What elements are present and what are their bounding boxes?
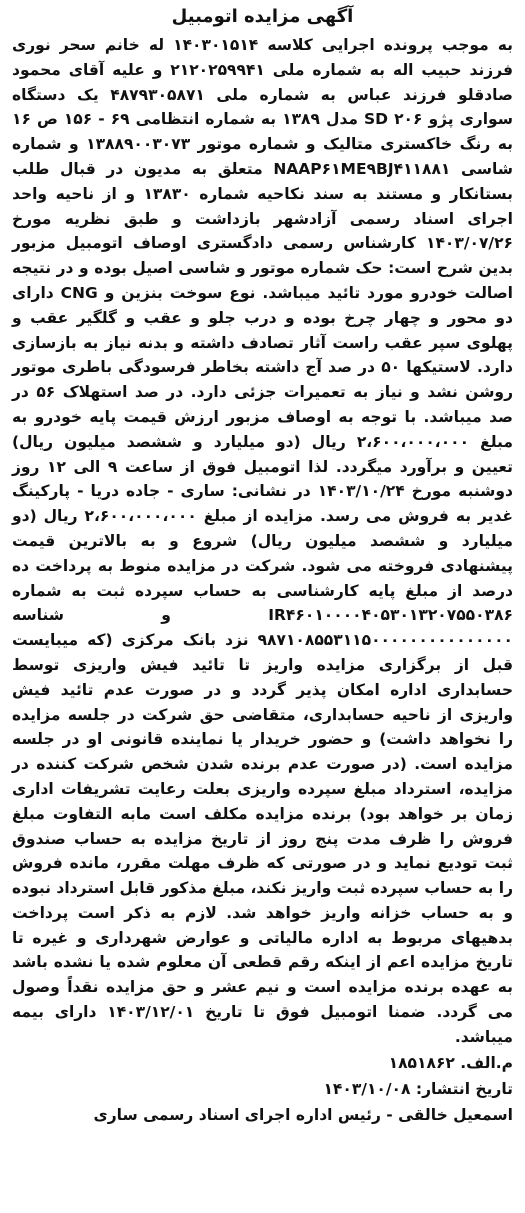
notice-body: به موجب پرونده اجرایی کلاسه ۱۴۰۳۰۱۵۱۴ له خانم سحر نوری فرزند حبیب اله به شماره ملی ۲۱۲۰۲۵۹۹۴۱ و علیه آقای محمود صادقلو فرزند عباس به شماره ملی ۴۸۷۹۳۰۵۸۷۱ یک دستگاه سواری پژو SD ۲۰۶ مدل ۱۳۸۹ به شماره انتظامی ۶۹ - ۱۵۶ ص ۱۶ به رنگ خاکستری متالیک و شماره موتور ۱۳۸۸۹۰۰۳۰۷۳ و شماره شاسی NAAP۶۱ME۹BJ۴۱۱۸۸۱ متعلق به مدیون در قبال طلب بستانکار و مستند به سند نکاحیه شماره ۱۳۸۳۰ و از ناحیه واحد اجرای اسناد رسمی آزادشهر بازداشت و طبق نظریه مورخ ۱۴۰۳/۰۷/۲۶ کارشناس رسمی دادگستری اوصاف اتومبیل مزبور بدین شرح است: حک شماره موتور و شاسی اصیل بوده و در نتیجه اصالت خودرو مورد تائید میباشد. نوع سوخت بنزین و CNG دارای دو محور و چهار چرخ بوده و درب جلو و عقب و گلگیر عقب و پهلوی سپر عقب راست آثار تصادف داشته و بدنه نیاز به بازسازی دارد. لاستیکها ۵۰ در صد آج داشته بخاطر فرسودگی باطری موتور روشن نشد و نیاز به تعمیرات جزئی دارد. در صد استهلاک ۵۶ در صد میباشد. با توجه به اوصاف مزبور ارزش قیمت پایه خودرو به مبلغ ۲،۶۰۰،۰۰۰،۰۰۰ ریال (دو میلیارد و ششصد میلیون ریال) تعیین و برآورد میگردد. لذا اتومبیل فوق از ساعت ۹ الی ۱۲ روز دوشنبه مورخ ۱۴۰۳/۱۰/۲۴ در نشانی: ساری - جاده دریا - پارکینگ غدیر به فروش می رسد. مزایده از مبلغ ۲،۶۰۰،۰۰۰،۰۰۰ ریال (دو میلیارد و ششصد میلیون ریال) شروع و به بالاترین قیمت پیشنهادی فروخته می شود. شرکت در مزایده منوط به پرداخت ده درصد از مبلغ پایه کارشناسی به حساب سپرده ثبت به شماره IR۴۶۰۱۰۰۰۰۴۰۵۳۰۱۳۲۰۷۵۵۰۳۸۶ و شناسه ۹۸۷۱۰۸۵۵۳۱۱۵۰۰۰۰۰۰۰۰۰۰۰۰۰۰۰ نزد بانک مرکزی (که میبایست قبل از برگزاری مزایده واریز تا تائید فیش واریزی توسط حسابداری اداره امکان پذیر گردد و در صورت عدم تائید فیش واریزی از ناحیه حسابداری، متقاضی حق شرکت در جلسه مزایده را نخواهد داشت) و حضور خریدار یا نماینده قانونی او در جلسه مزایده است. (در صورت عدم برنده شدن شخص شرکت کننده در مزایده، استرداد مبلغ سپرده واریزی بعلت رعایت تشریفات اداری زمان بر خواهد بود) برنده مزایده مکلف است مابه التفاوت مبلغ فروش را ظرف مدت پنج روز از تاریخ مزایده به حساب صندوق ثبت تودیع نماید و در صورتی که ظرف مهلت مقرر، مانده فروش را به حساب سپرده ثبت واریز نکند، مبلغ مذکور قابل استرداد نبوده و به حساب خزانه واریز خواهد شد. لازم به ذکر است پرداخت بدهیهای مربوط به اداره مالیاتی و عوارض شهرداری و غیره تا تاریخ مزایده اعم از اینکه رقم قطعی آن معلوم شده یا نشده باشد به عهده برنده مزایده است و نیم عشر و حق مزایده نقداً وصول می گردد. ضمنا اتومبیل فوق تا تاریخ ۱۴۰۳/۱۲/۰۱ دارای بیمه میباشد. [12, 36, 514, 1046]
signature-line: اسمعیل خالقی - رئیس اداره اجرای اسناد رسمی ساری [93, 1105, 513, 1124]
publish-date: تاریخ انتشار: ۱۴۰۳/۱۰/۰۸ [323, 1079, 513, 1098]
reference-number: م.الف. ۱۸۵۱۸۶۲ [388, 1053, 513, 1072]
notice-title: آگهی مزایده اتومبیل [171, 6, 354, 27]
